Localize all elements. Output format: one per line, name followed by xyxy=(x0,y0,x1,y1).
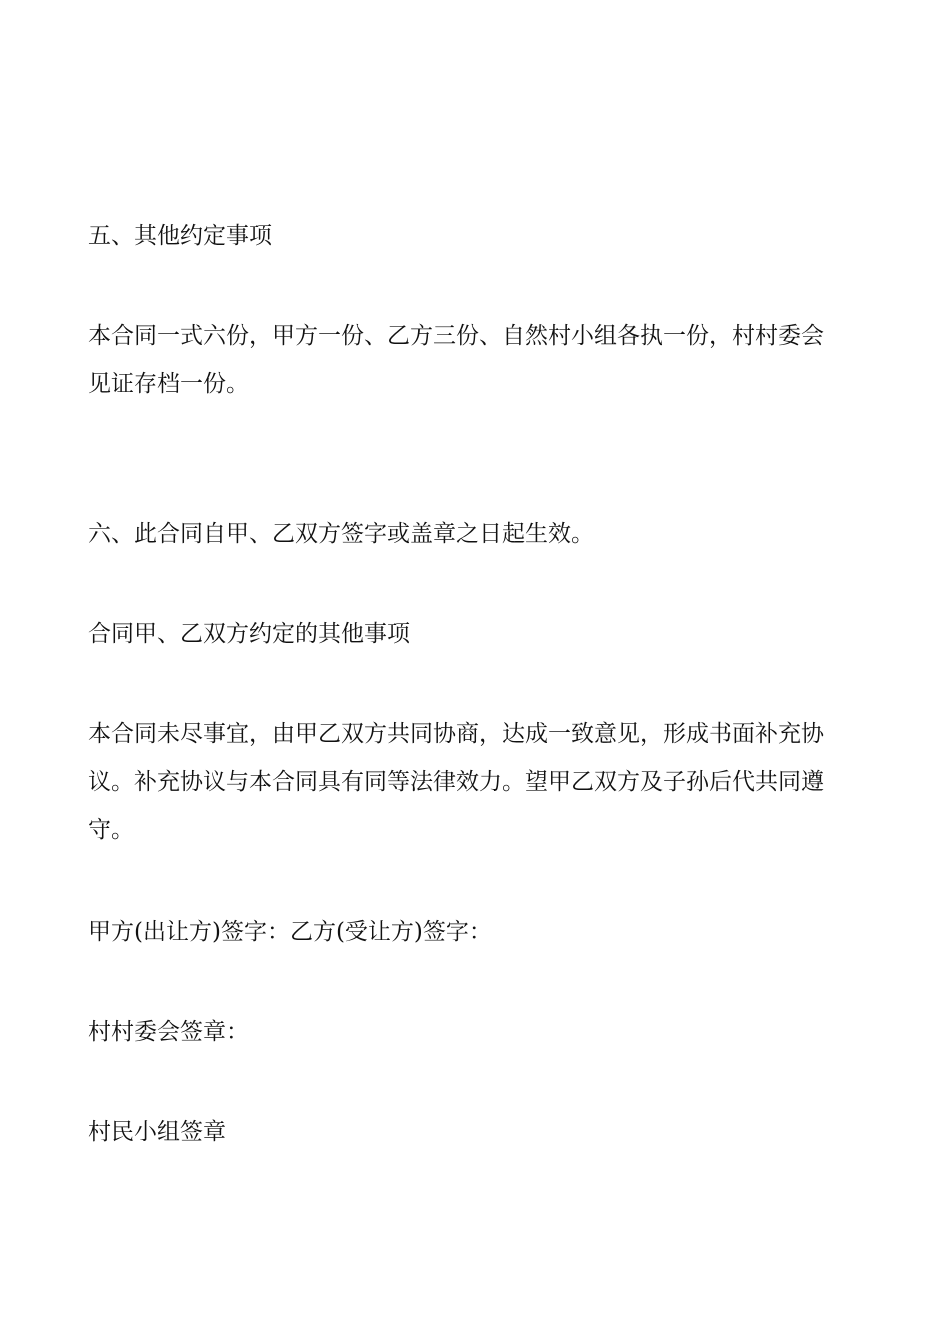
village-committee-seal-text: 村村委会签章： xyxy=(88,1019,249,1045)
section-six-heading xyxy=(88,510,868,558)
section-five-body-line-1: 本合同一式六份，甲方一份、乙方三份、自然村小组各执一份，村村委会 xyxy=(88,323,824,349)
villager-group-seal xyxy=(88,1108,868,1156)
section-six-heading-text: 六、此合同自甲、乙双方签字或盖章之日起生效。 xyxy=(88,521,594,547)
section-five-body-line-2: 见证存档一份。 xyxy=(88,371,249,397)
other-matters-body-line-3: 守。 xyxy=(88,817,134,843)
party-signatures-text: 甲方(出让方)签字：乙方(受让方)签字： xyxy=(88,919,492,945)
village-committee-seal xyxy=(88,1008,868,1056)
section-five-heading-text: 五、其他约定事项 xyxy=(88,223,272,249)
other-matters-body xyxy=(88,710,868,854)
other-matters-heading xyxy=(88,610,868,658)
section-five-heading xyxy=(88,212,868,260)
other-matters-body-line-2: 议。补充协议与本合同具有同等法律效力。望甲乙双方及子孙后代共同遵 xyxy=(88,769,824,795)
villager-group-seal-text: 村民小组签章 xyxy=(88,1119,226,1145)
other-matters-body-line-1: 本合同未尽事宜，由甲乙双方共同协商，达成一致意见，形成书面补充协 xyxy=(88,721,824,747)
section-five-body xyxy=(88,312,868,408)
other-matters-heading-text: 合同甲、乙双方约定的其他事项 xyxy=(88,621,410,647)
party-signatures xyxy=(88,908,868,956)
